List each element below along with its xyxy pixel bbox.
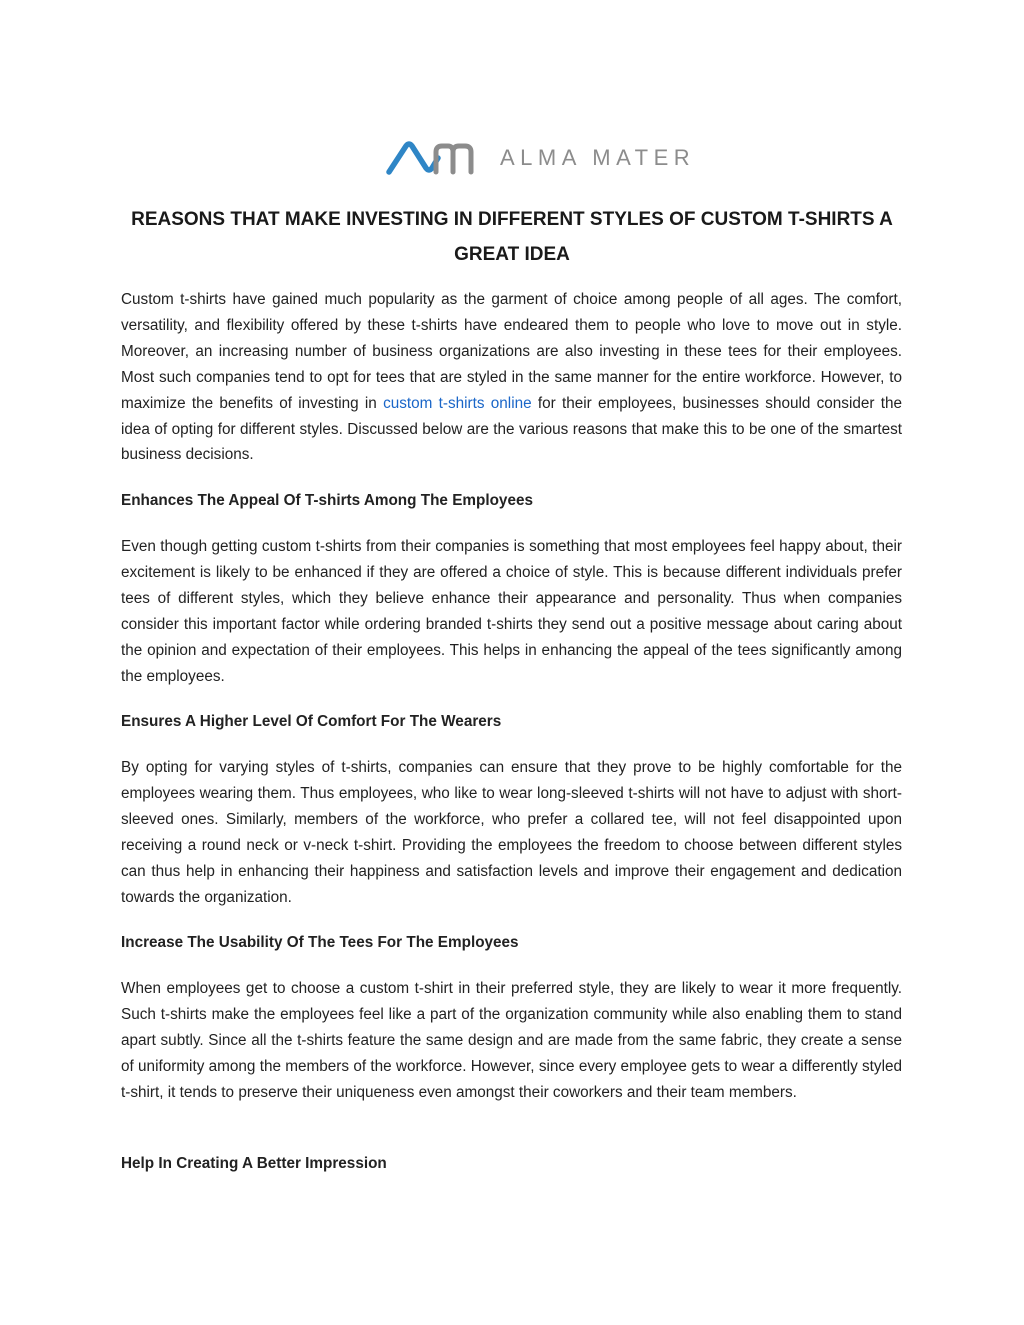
section-paragraph: By opting for varying styles of t-shirts, companies can ensure that they prove to be highly comfortable for the employees wearing them. Thus employees, who like to wear long-sleeved t-shirts will not have to adjust with short-sleeved ones. Similarly, members of the workforce, who prefer a collared tee, will not feel disappointed upon receiving a round neck or v-neck t-shirt. Providing the employees the freedom to choose between different styles can thus help in enhancing their happiness and satisfaction levels and improve their engagement and dedication towards the organization. <box>121 759 902 906</box>
intro-text-after: for their employees, businesses should consider the idea of opting for different styles. Discussed below are the various reasons that make this to be one of the smartest business decisions. <box>121 394 902 464</box>
document-title: REASONS THAT MAKE INVESTING IN DIFFERENT STYLES OF CUSTOM T-SHIRTS A GREAT IDEA <box>131 209 893 265</box>
am-monogram-icon <box>386 140 474 176</box>
section-heading: Ensures A Higher Level Of Comfort For The Wearers <box>121 713 502 730</box>
section-heading: Help In Creating A Better Impression <box>121 1155 387 1172</box>
brand-name: ALMA MATER <box>500 145 696 170</box>
section-paragraph: Even though getting custom t-shirts from their companies is something that most employees feel happy about, their excitement is likely to be enhanced if they are offered a choice of style. This is because different individuals prefer tees of different styles, which they believe enhance their appearance and personality. Thus when companies consider this important factor while ordering branded t-shirts they send out a positive message about caring about the opinion and expectation of their employees. This helps in enhancing the appeal of the tees significantly among the employees. <box>121 538 902 685</box>
section-heading: Enhances The Appeal Of T-shirts Among The Employees <box>121 492 533 509</box>
section-heading: Increase The Usability Of The Tees For The Employees <box>121 934 519 951</box>
custom-tshirts-online-link[interactable]: custom t-shirts online <box>383 394 532 412</box>
intro-text-before: Custom t-shirts have gained much popularity as the garment of choice among people of all ages. The comfort, versatility, and flexibility offered by these t-shirts have endeared them to people who love to move out in style. Moreover, an increasing number of business organizations are also investing in these tees for their employees. Most such companies tend to opt for tees that are styled in the same manner for the entire workforce. However, to maximize the benefits of investing in <box>121 291 902 412</box>
intro-paragraph <box>121 287 902 468</box>
brand-logo <box>386 138 695 178</box>
section-paragraph: When employees get to choose a custom t-shirt in their preferred style, they are likely to wear it more frequently. Such t-shirts make the employees feel like a part of the organization community while also enabling them to stand apart subtly. Since all the t-shirts feature the same design and are made from the same fabric, they create a sense of uniformity among the members of the workforce. However, since every employee gets to wear a differently styled t-shirt, it tends to preserve their uniqueness even amongst their coworkers and their team members. <box>121 980 902 1101</box>
